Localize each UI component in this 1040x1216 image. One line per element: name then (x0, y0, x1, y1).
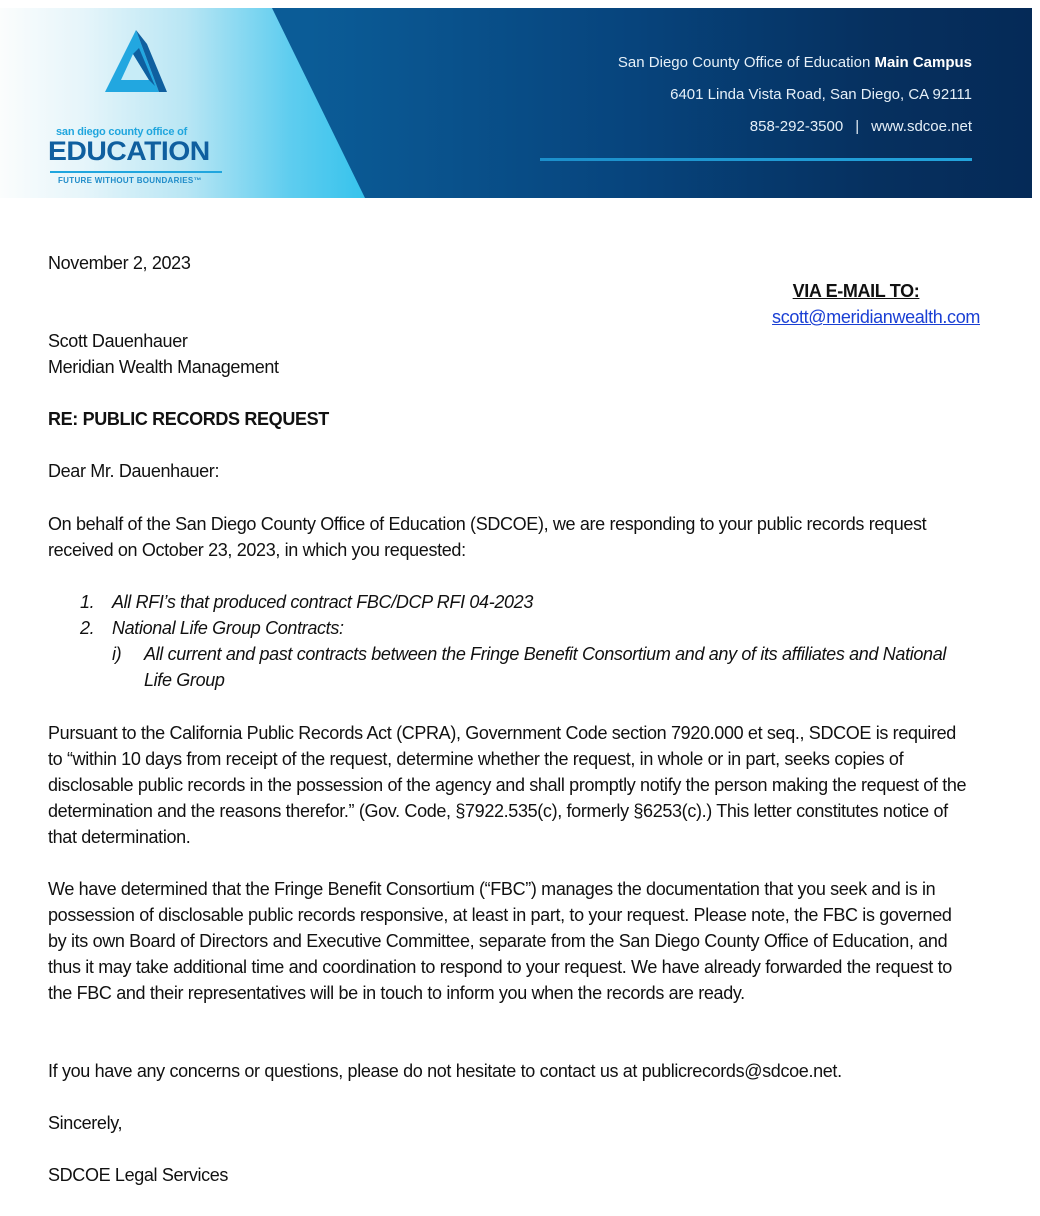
request-list (48, 589, 968, 693)
recipient-email-link[interactable]: scott@meridianwealth.com (772, 307, 980, 327)
letter-intro-paragraph: On behalf of the San Diego County Office of Education (SDCOE), we are responding to your public records request received on October 23, 2023, in which you requested: (48, 514, 927, 560)
sub-list-marker: i) (112, 644, 122, 664)
contact-paragraph: If you have any concerns or questions, please do not hesitate to contact us at publicrecords@sdcoe.net. (48, 1061, 842, 1081)
list-item-text: National Life Group Contracts: (112, 618, 344, 638)
delivery-block (752, 278, 980, 330)
request-list-item (48, 615, 968, 641)
sdcoe-logo (40, 28, 240, 185)
letter-date: November 2, 2023 (48, 253, 191, 273)
list-marker: 1. (80, 592, 95, 612)
determination-paragraph: We have determined that the Fringe Benefit Consortium (“FBC”) manages the documentation that you seek and is in possession of disclosable public records responsive, at least in part, to your request. Please note, the FBC is governed by its own Board of Directors and Executive Committee, separate from the San Diego County Office of Education, and thus it may take additional time and coordination to respond to your request. We have already forwarded the request to the FBC and their representatives will be in touch to inform you when the records are ready. (48, 879, 952, 1003)
letterhead-website: www.sdcoe.net (871, 118, 972, 135)
letterhead-contact-divider (540, 158, 972, 161)
letterhead-org-line (618, 52, 972, 84)
logo-wordmark: EDUCATION (48, 136, 210, 166)
recipient-address (48, 328, 968, 380)
letterhead-contact (618, 52, 972, 148)
request-sub-item (48, 641, 968, 693)
recipient-name: Scott Dauenhauer (48, 331, 188, 351)
letter-signature: SDCOE Legal Services (48, 1165, 229, 1185)
letter-subject: RE: PUBLIC RECORDS REQUEST (48, 409, 329, 429)
request-list-item (48, 589, 968, 615)
letterhead-banner (0, 8, 1032, 198)
list-marker: 2. (80, 618, 95, 638)
cpra-paragraph: Pursuant to the California Public Records Act (CPRA), Government Code section 7920.000 et seq., SDCOE is required to “within 10 days from receipt of the request, determine whether the request, in whole or in part, seeks copies of disclosable public records in the possession of the agency and shall promptly notify the person making the request of the determination and the reasons therefor.” (Gov. Code, §7922.535(c), formerly §6253(c).) This letter constitutes notice of that determination. (48, 723, 967, 847)
letterhead-phone: 858-292-3500 (749, 118, 844, 135)
logo-divider (50, 171, 222, 173)
sdcoe-triangle-logo-icon (103, 28, 167, 94)
sub-list-item-text: All current and past contracts between the Fringe Benefit Consortium and any of its affiliates and National Life Group (144, 644, 947, 690)
letterhead-org-name: San Diego County Office of Education (617, 54, 871, 71)
logo-tagline: FUTURE WITHOUT BOUNDARIES™ (58, 176, 202, 185)
delivery-label: VIA E-MAIL TO: (792, 281, 920, 301)
letterhead-campus: Main Campus (874, 54, 972, 71)
letterhead-phone-web (618, 116, 972, 148)
recipient-company: Meridian Wealth Management (48, 357, 279, 377)
letter-closing: Sincerely, (48, 1113, 123, 1133)
letter-salutation: Dear Mr. Dauenhauer: (48, 461, 220, 481)
letterhead-separator: | (855, 118, 860, 135)
letterhead-address: 6401 Linda Vista Road, San Diego, CA 92111 (670, 86, 972, 103)
logo-org-line: san diego county office of (56, 126, 188, 138)
list-item-text: All RFI’s that produced contract FBC/DCP RFI 04-2023 (112, 592, 533, 612)
